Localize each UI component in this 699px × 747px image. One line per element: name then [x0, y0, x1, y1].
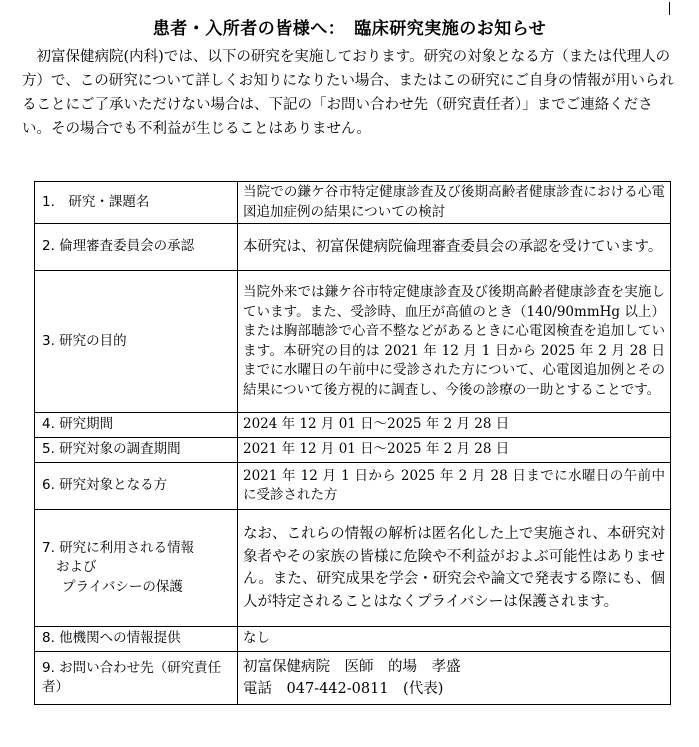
row-label-line: プライバシーの保護	[62, 578, 183, 595]
row-value: 2021 年 12 月 01 日～2025 年 2 月 28 日	[238, 438, 671, 463]
row-value: なお、これらの情報の解析は匿名化した上で実施され、本研究対象者やその家族の皆様に危険や不利益がおよぶ可能性はありません。また、研究成果を学会・研究会や論文で発表する際にも、個人が特定されることはなくプライバシーは保護されます。	[238, 510, 671, 627]
row-value: なし	[238, 627, 671, 652]
row-label: 9. お問い合わせ先（研究責任者）	[35, 652, 238, 705]
contact-phone: 電話 047-442-0811 (代表)	[243, 681, 444, 697]
row-label: 6. 研究対象となる方	[35, 463, 238, 510]
row-label: 5. 研究対象の調査期間	[35, 438, 238, 463]
table-row-survey-period	[35, 438, 671, 463]
page-title: 患者・入所者の皆様へ： 臨床研究実施のお知らせ	[152, 19, 547, 39]
table-row-contact	[35, 652, 671, 705]
study-info-table	[34, 181, 671, 705]
row-label: 8. 他機関への情報提供	[35, 627, 238, 652]
table-row-study-title	[35, 182, 671, 224]
contact-cell	[238, 652, 671, 705]
row-label: 1. 研究・課題名	[35, 182, 238, 224]
row-label-line: 7. 研究に利用される情報	[42, 539, 195, 556]
table-row-privacy	[35, 510, 671, 627]
table-row-info-sharing	[35, 627, 671, 652]
row-label-line: および	[56, 559, 97, 576]
row-value: 2024 年 12 月 01 日～2025 年 2 月 28 日	[238, 413, 671, 438]
row-label: 2. 倫理審査委員会の承認	[35, 224, 238, 271]
row-value: 本研究は、初富保健病院倫理審査委員会の承認を受けています。	[238, 224, 671, 271]
row-value: 当院での鎌ケ谷市特定健康診査及び後期高齢者健康診査における心電図追加症例の結果についての検討	[238, 182, 671, 224]
row-value: 2021 年 12 月 1 日から 2025 年 2 月 28 日までに水曜日の午前中に受診された方	[238, 463, 671, 510]
intro-paragraph: 初富保健病院(内科)では、以下の研究を実施しております。研究の対象となる方（または代理人の方）で、この研究について詳しくお知りになりたい場合、またはこの研究にご自身の情報が用いられることにご了承いただけない場合は、下記の「お問い合わせ先（研究責任者）」までご連絡ください。その場合でも不利益が生じることはありません。	[22, 49, 674, 137]
table-row-ethics-approval	[35, 224, 671, 271]
table-row-purpose	[35, 271, 671, 413]
table-row-subjects	[35, 463, 671, 510]
table-row-study-period	[35, 413, 671, 438]
row-value: 当院外来では鎌ケ谷市特定健康診査及び後期高齢者健康診査を実施しています。また、受診時、血圧が高値のとき（140/90mmHg 以上）または胸部聴診で心音不整などがあるときに心電図検査を追加しています。本研究の目的は 2021 年 12 月 1 日から 2025 年 2 月 28 日までに水曜日の午前中に受診された方について、心電図追加例とその結果について後方視的に調査し、今後の診療の一助とすることです。	[238, 271, 671, 413]
contact-name: 初富保健病院 医師 的場 孝盛	[243, 658, 461, 675]
row-label: 3. 研究の目的	[35, 271, 238, 413]
row-label: 4. 研究期間	[35, 413, 238, 438]
row-label-multiline	[35, 510, 238, 627]
